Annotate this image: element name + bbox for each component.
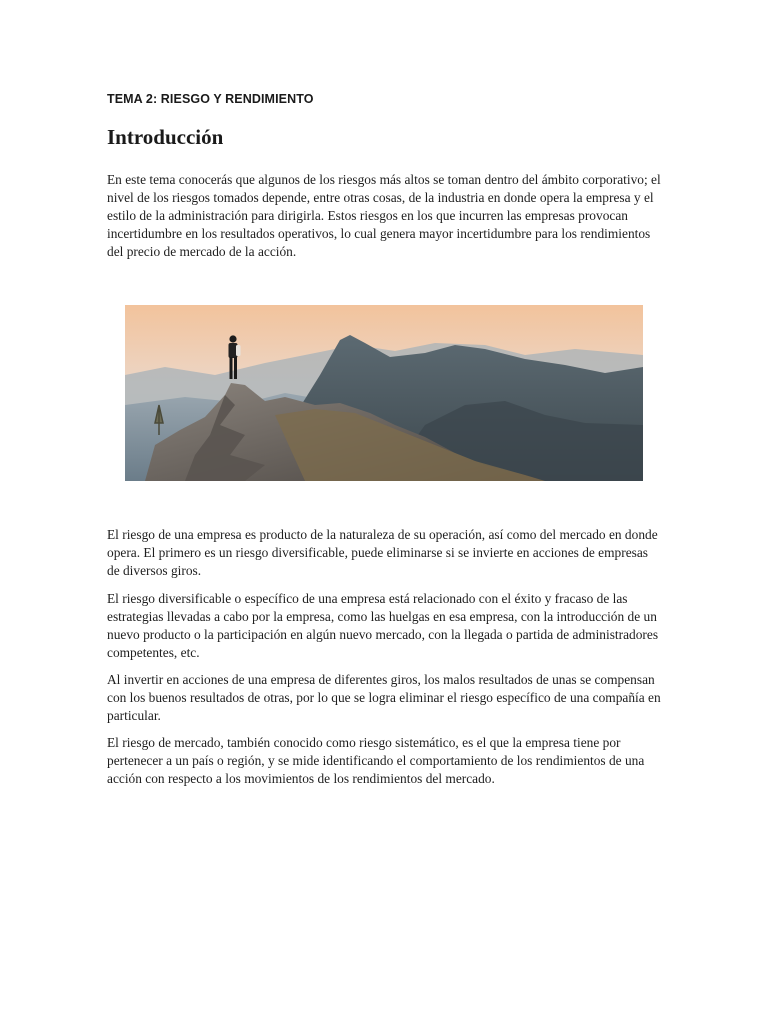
paragraph-diversified-investment: Al invertir en acciones de una empresa de diferentes giros, los malos resultados de unas se compensan con los buenos resultados de otras, por lo que se logra eliminar el riesgo específico de una compañía en particular. <box>107 672 661 723</box>
paragraph-intro: En este tema conocerás que algunos de los riesgos más altos se toman dentro del ámbito corporativo; el nivel de los riesgos tomados depende, entre otras cosas, de la industria en donde opera la empresa y el estilo de la administración para dirigirla. Estos riesgos en los que incurren las empresas provocan incertidumbre en los resultados operativos, lo cual genera mayor incertidumbre para los rendimientos del precio de mercado de la acción. <box>107 172 661 259</box>
mountain-illustration <box>125 305 643 481</box>
paragraph-diversifiable-risk: El riesgo diversificable o específico de una empresa está relacionado con el éxito y fracaso de las estrategias llevadas a cabo por la empresa, como las huelgas en esa empresa, con la introducción de un nuevo producto o la participación en algún nuevo mercado, con la llegada o partida de administradores competentes, etc. <box>107 591 659 660</box>
paragraph-company-risk: El riesgo de una empresa es producto de la naturaleza de su operación, así como del mercado en donde opera. El primero es un riesgo diversificable, puede eliminarse si se invierte en acciones de empresas de diversos giros. <box>107 527 658 578</box>
topic-label: TEMA 2: RIESGO Y RENDIMIENTO <box>107 92 314 106</box>
section-heading: Introducción <box>107 125 224 149</box>
mountain-photo <box>125 305 643 481</box>
paragraph-market-risk: El riesgo de mercado, también conocido como riesgo sistemático, es el que la empresa tiene por pertenecer a un país o región, y se mide identificando el comportamiento de los rendimientos de una acción con respecto a los movimientos de los rendimientos del mercado. <box>107 735 645 786</box>
